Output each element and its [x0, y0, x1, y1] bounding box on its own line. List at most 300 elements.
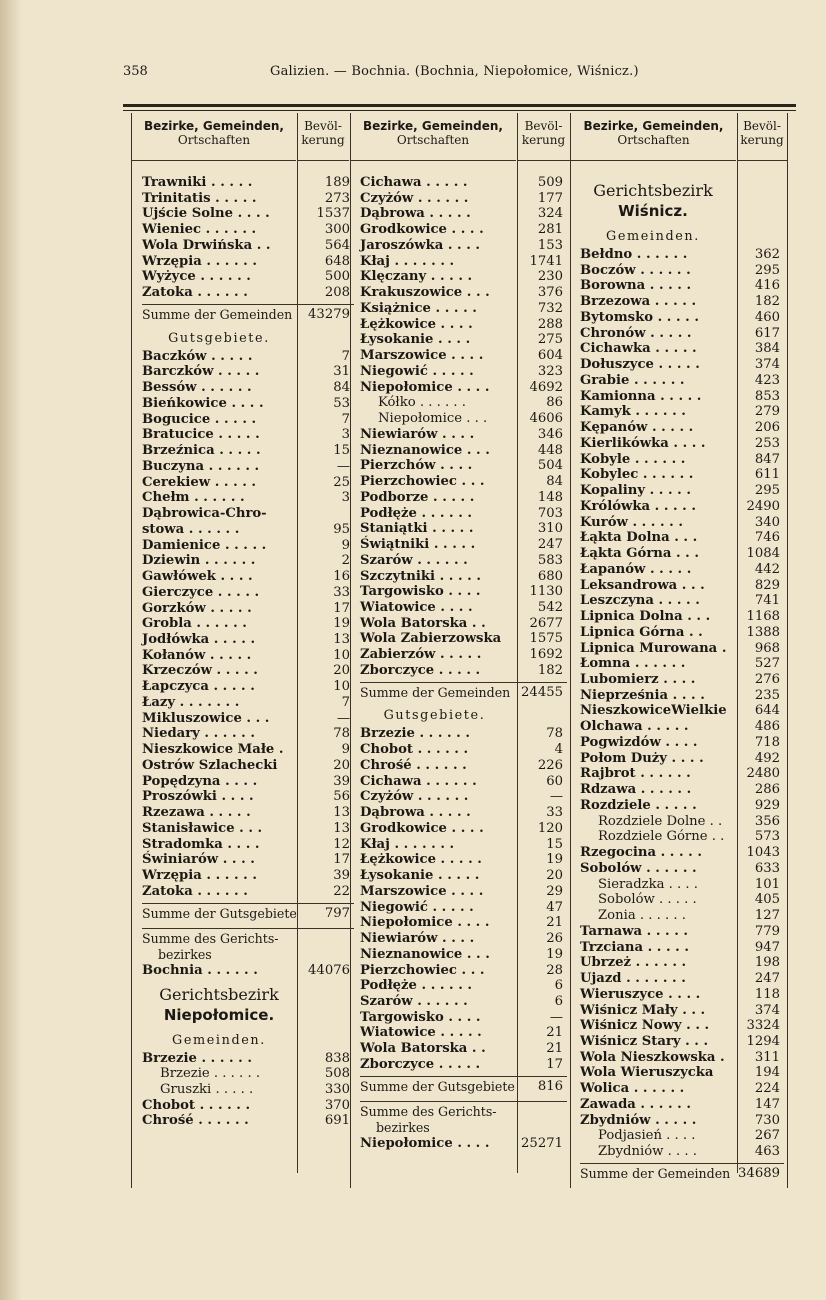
place-name: Kępanów . . . . . — [580, 420, 694, 436]
table-row — [360, 708, 567, 724]
table-row — [142, 443, 354, 459]
table-row — [142, 984, 354, 1004]
table-row — [580, 987, 784, 1003]
population-value: 617 — [754, 325, 780, 341]
place-name: Lipnica Dolna . . . — [580, 609, 711, 625]
population-value: 3324 — [746, 1018, 780, 1034]
table-row — [360, 1136, 567, 1152]
population-value: 346 — [537, 426, 563, 442]
population-value: 797 — [324, 905, 350, 921]
table-row — [580, 877, 784, 893]
population-value: 17 — [333, 852, 350, 868]
place-name: Podłęże . . . . . . — [360, 978, 473, 994]
table-row — [360, 206, 567, 222]
table-row — [360, 742, 567, 758]
population-value: 362 — [754, 247, 780, 262]
population-value: 120 — [537, 820, 563, 836]
table-row — [580, 798, 784, 814]
table-row — [580, 1065, 784, 1081]
table-row — [580, 766, 784, 782]
population-value: 182 — [754, 294, 780, 310]
population-value: 6 — [554, 978, 563, 994]
table-row — [360, 631, 567, 647]
population-value: 741 — [754, 593, 780, 609]
place-name: stowa . . . . . . — [142, 521, 240, 537]
table-row — [360, 254, 567, 270]
place-name: Rzezawa . . . . . — [142, 805, 251, 821]
table-row — [580, 562, 784, 578]
table-row — [360, 1079, 567, 1095]
population-value: 10 — [333, 679, 350, 695]
population-value: 101 — [754, 876, 780, 892]
table-row — [142, 648, 354, 664]
place-name: Tarnawa . . . . . — [580, 923, 688, 939]
population-value: 583 — [537, 552, 563, 568]
table-row — [580, 1003, 784, 1019]
population-value: 527 — [754, 656, 780, 672]
table-row — [580, 436, 784, 452]
population-value: 604 — [537, 348, 563, 364]
population-value: 118 — [754, 986, 780, 1002]
population-value: 633 — [754, 860, 780, 876]
population-value: 7 — [341, 694, 350, 710]
population-value: 182 — [537, 662, 563, 678]
place-name: Nieszkowice Małe . — [142, 742, 284, 758]
population-value: 448 — [537, 442, 563, 458]
table-row — [360, 443, 567, 459]
population-value: 253 — [754, 435, 780, 451]
table-row — [580, 229, 784, 245]
population-value: 3 — [341, 490, 350, 506]
population-value: 10 — [333, 647, 350, 663]
place-name: Wrzępia . . . . . . — [142, 868, 257, 884]
table-row — [580, 955, 784, 971]
table-row — [142, 307, 354, 323]
population-value: 508 — [324, 1066, 350, 1082]
place-name: Brzezowa . . . . . — [580, 294, 697, 310]
place-name: Niepołomice . . . . — [360, 915, 490, 931]
table-row — [142, 852, 354, 868]
place-name: bezirkes — [376, 1120, 430, 1136]
table-row — [360, 616, 567, 632]
place-name: Brzeźnica . . . . . — [142, 443, 261, 459]
place-name: Kobyle . . . . . . — [580, 451, 686, 467]
place-name: Czyżów . . . . . . — [360, 789, 469, 805]
table-row — [360, 317, 567, 333]
table-row — [360, 1057, 567, 1073]
place-name: Wieruszyce . . . . — [580, 986, 701, 1002]
table-row — [360, 978, 567, 994]
table-row — [580, 183, 784, 199]
population-value: 194 — [754, 1065, 780, 1081]
place-name: Łapczyca . . . . . — [142, 679, 255, 695]
place-name: Jodłówka . . . . . — [142, 631, 256, 647]
population-value: — — [549, 1009, 563, 1025]
place-name: Leszczyna . . . . . — [580, 593, 700, 609]
place-name: Łazy . . . . . . . — [142, 694, 240, 710]
population-value: 275 — [537, 332, 563, 348]
population-value: 2 — [341, 553, 350, 569]
population-value: 829 — [754, 577, 780, 593]
table-row — [142, 711, 354, 727]
place-name: Niegowić . . . . . — [360, 899, 474, 915]
population-value: 177 — [537, 190, 563, 206]
place-name: Niegowić . . . . . — [360, 363, 474, 379]
table-row — [142, 726, 354, 742]
table-row — [142, 906, 354, 922]
table-row — [142, 1066, 354, 1082]
table-row — [580, 782, 784, 798]
population-value: 13 — [333, 805, 350, 821]
table-row — [580, 1081, 784, 1097]
place-name: Targowisko . . . . — [360, 1009, 481, 1025]
population-value: 29 — [546, 883, 563, 899]
table-row — [580, 1034, 784, 1050]
table-row — [360, 685, 567, 701]
place-name: Gerichtsbezirk — [159, 984, 279, 1004]
population-value: 1294 — [746, 1034, 780, 1049]
place-name: Chobot . . . . . . — [142, 1097, 251, 1113]
population-value: 31 — [333, 364, 350, 380]
table-row — [580, 310, 784, 326]
population-value: 2480 — [746, 766, 780, 782]
population-value: 405 — [754, 892, 780, 908]
population-value: 276 — [754, 671, 780, 687]
place-name: Klęczany . . . . . — [360, 269, 473, 285]
population-value: 463 — [754, 1144, 780, 1160]
col-header-name-1-line1: Bezirke, Gemeinden, — [144, 119, 284, 133]
sum-rule — [142, 928, 354, 929]
place-name: Grodkowice . . . . — [360, 820, 484, 836]
place-name: Kierlikówka . . . . — [580, 435, 706, 451]
place-name: Cichawka . . . . . — [580, 341, 697, 357]
population-value: 286 — [754, 782, 780, 798]
table-row — [580, 1050, 784, 1066]
population-value: 17 — [333, 600, 350, 616]
place-name: Kopaliny . . . . . — [580, 483, 691, 499]
place-name: Bieńkowice . . . . — [142, 395, 264, 411]
place-name: Summe der Gemeinden — [580, 1165, 731, 1181]
table-row — [142, 380, 354, 396]
place-name: Krzeczów . . . . . — [142, 663, 258, 679]
table-row — [142, 1007, 354, 1023]
place-name: Targowisko . . . . — [360, 584, 481, 600]
table-row — [142, 663, 354, 679]
population-value: 84 — [333, 380, 350, 396]
place-name: Lipnica Górna . . — [580, 624, 703, 640]
population-value: 542 — [537, 599, 563, 615]
table-row — [580, 703, 784, 719]
col-header-pop-1-line1: Bevöl- — [304, 119, 342, 133]
place-name: Gutsgebiete. — [168, 330, 270, 346]
place-name: Wieniec . . . . . . — [142, 222, 257, 238]
place-name: Popędzyna . . . . — [142, 773, 258, 789]
place-name: Wola Zabierzowska — [360, 631, 502, 647]
table-row — [360, 1120, 567, 1136]
table-row — [360, 789, 567, 805]
place-name: Gierczyce . . . . . — [142, 584, 260, 600]
col-header-pop-3-line2: kerung — [740, 133, 784, 147]
table-row — [580, 1144, 784, 1160]
table-row — [360, 1104, 567, 1120]
population-value: 340 — [754, 514, 780, 530]
place-name: Nieprześnia . . . . — [580, 687, 705, 703]
page-title: Galizien. — Bochnia. (Bochnia, Niepołomice, Wiśnicz.) — [270, 64, 639, 79]
table-row — [360, 364, 567, 380]
table-row — [580, 656, 784, 672]
table-row — [360, 868, 567, 884]
place-name: Trawniki . . . . . — [142, 175, 253, 190]
place-name: Zabierzów . . . . . — [360, 647, 482, 663]
population-value: 267 — [754, 1128, 780, 1144]
population-value: 21 — [546, 1041, 563, 1057]
population-value: 564 — [324, 237, 350, 253]
table-row — [580, 341, 784, 357]
col-header-name-2 — [350, 113, 516, 161]
place-name: Podjasień . . . . — [598, 1128, 696, 1144]
table-row — [142, 238, 354, 254]
table-row — [142, 758, 354, 774]
place-name: Gemeinden. — [606, 229, 700, 244]
population-value: 12 — [333, 836, 350, 852]
population-value: 33 — [333, 584, 350, 600]
place-name: Wiatowice . . . . . — [360, 1025, 482, 1041]
table-row — [142, 884, 354, 900]
table-row — [142, 679, 354, 695]
place-name: Buczyna . . . . . . — [142, 458, 260, 474]
place-name: Kółko . . . . . . — [378, 395, 466, 411]
place-name: Pierzchów . . . . — [360, 458, 473, 474]
place-name: Królówka . . . . . — [580, 498, 696, 514]
col-header-name-1-line2: Ortschaften — [177, 133, 251, 147]
table-row — [580, 404, 784, 420]
population-value: 1741 — [529, 253, 563, 269]
place-name: Rdzawa . . . . . . — [580, 782, 692, 798]
population-value: 929 — [754, 797, 780, 813]
population-value: 147 — [754, 1096, 780, 1112]
population-value: 330 — [324, 1082, 350, 1097]
population-value: 56 — [333, 789, 350, 805]
population-value: 323 — [537, 363, 563, 379]
table-row — [360, 1025, 567, 1041]
table-row — [360, 900, 567, 916]
table-row — [142, 490, 354, 506]
table-row — [360, 395, 567, 411]
population-value: 680 — [537, 568, 563, 584]
table-row — [142, 1113, 354, 1129]
table-row — [580, 203, 784, 219]
place-name: Rozdziele Dolne . . — [598, 813, 723, 829]
population-value: 311 — [754, 1049, 780, 1065]
table-row — [142, 538, 354, 554]
population-value: 492 — [754, 750, 780, 766]
place-name: Stradomka . . . . — [142, 836, 260, 852]
population-value: 198 — [754, 955, 780, 971]
place-name: Chobot . . . . . . — [360, 742, 469, 758]
place-name: Niepołomice . . . . — [360, 1135, 490, 1151]
place-name: Sobolów . . . . . — [598, 892, 697, 908]
place-name: Wola Batorska . . — [360, 1041, 486, 1057]
running-head — [120, 62, 790, 84]
population-value: 25 — [333, 474, 350, 490]
place-name: Gruszki . . . . . — [160, 1082, 254, 1097]
place-name: Ujazd . . . . . . . — [580, 971, 686, 987]
table-row — [360, 380, 567, 396]
place-name: Wyżyce . . . . . . — [142, 269, 251, 285]
table-row — [580, 609, 784, 625]
place-name: Niewiarów . . . . — [360, 931, 475, 947]
place-name: Kłaj . . . . . . . — [360, 836, 455, 852]
population-value: 7 — [341, 411, 350, 427]
table-row — [580, 1018, 784, 1034]
place-name: Wola Drwińska . . — [142, 237, 271, 253]
table-row — [360, 600, 567, 616]
table-row — [580, 845, 784, 861]
table-row — [360, 1041, 567, 1057]
table-row — [142, 1098, 354, 1114]
col-header-pop-2 — [517, 113, 570, 161]
population-value: 816 — [537, 1078, 563, 1094]
population-value: 9 — [341, 742, 350, 758]
place-name: Summe der Gutsgebiete — [142, 905, 297, 921]
population-value: 847 — [754, 451, 780, 467]
place-name: Summe des Gerichts- — [142, 931, 279, 947]
col-header-name-2-line1: Bezirke, Gemeinden, — [363, 119, 503, 133]
population-value: 19 — [333, 616, 350, 632]
place-name: Boczów . . . . . . — [580, 262, 691, 278]
col-header-pop-3-line1: Bevöl- — [743, 119, 781, 133]
place-name: Summe der Gemeinden — [360, 684, 511, 700]
table-row — [580, 452, 784, 468]
population-value: 370 — [324, 1097, 350, 1113]
population-value: 376 — [537, 285, 563, 301]
place-name: Ujście Solne . . . . — [142, 206, 270, 222]
population-value: 746 — [754, 530, 780, 546]
place-name: Rajbrot . . . . . . — [580, 766, 691, 782]
table-row — [580, 326, 784, 342]
table-row — [580, 735, 784, 751]
population-value: 1130 — [529, 584, 563, 600]
table-row — [360, 285, 567, 301]
table-row — [360, 1010, 567, 1026]
place-name: Gerichtsbezirk — [593, 181, 713, 200]
table-row — [580, 751, 784, 767]
place-name: Zatoka . . . . . . — [142, 285, 248, 301]
table-row — [360, 474, 567, 490]
table-row — [580, 1097, 784, 1113]
population-value: 15 — [333, 443, 350, 459]
place-name: Ubrzeż . . . . . . — [580, 955, 687, 971]
col-header-pop-2-line2: kerung — [521, 133, 566, 147]
place-name: Chełm . . . . . . — [142, 490, 245, 506]
population-table — [131, 113, 788, 1188]
place-name: Chrośé . . . . . . — [142, 1113, 249, 1129]
place-name: Marszowice . . . . — [360, 883, 484, 899]
population-value: 295 — [754, 262, 780, 278]
population-value: 442 — [754, 561, 780, 577]
table-row — [142, 1082, 354, 1098]
table-row — [142, 821, 354, 837]
place-name: Pierzchowiec . . . — [360, 474, 485, 490]
population-value: 2490 — [746, 498, 780, 514]
place-name: Lipnica Murowana . — [580, 640, 727, 656]
place-name: Grodkowice . . . . — [360, 222, 484, 238]
population-value: 703 — [537, 505, 563, 521]
table-row — [142, 963, 354, 979]
population-value: 20 — [333, 757, 350, 773]
table-row — [142, 254, 354, 270]
place-name: Kołanów . . . . . — [142, 647, 252, 663]
place-name: Gutsgebiete. — [383, 708, 486, 724]
population-value: 9 — [341, 537, 350, 553]
place-name: Szarów . . . . . . — [360, 994, 468, 1009]
table-row — [580, 247, 784, 263]
population-value: 15 — [546, 836, 563, 852]
table-row — [360, 821, 567, 837]
table-row — [580, 719, 784, 735]
place-name: Cichawa . . . . . — [360, 175, 468, 190]
table-row — [580, 814, 784, 830]
population-value: 47 — [546, 899, 563, 915]
place-name: Brzezie . . . . . . — [360, 726, 470, 742]
table-row — [142, 1033, 354, 1049]
population-value: 22 — [333, 883, 350, 899]
table-row — [142, 349, 354, 365]
table-row — [360, 647, 567, 663]
population-value: 384 — [754, 341, 780, 357]
place-name: Bessów . . . . . . — [142, 380, 252, 396]
population-value: 153 — [537, 237, 563, 253]
header-rule-thin — [123, 110, 796, 111]
place-name: Zbydniów . . . . — [598, 1144, 697, 1160]
place-name: Cerekiew . . . . . — [142, 474, 257, 490]
table-row — [580, 688, 784, 704]
table-row — [580, 924, 784, 940]
table-row — [142, 632, 354, 648]
place-name: Olchawa . . . . . — [580, 719, 689, 735]
population-value: 1168 — [746, 609, 780, 625]
population-value: 226 — [537, 757, 563, 773]
place-name: Grabie . . . . . . — [580, 372, 685, 388]
place-name: Bogucice . . . . . — [142, 411, 257, 427]
population-value: 281 — [537, 222, 563, 238]
place-name: Bytomsko . . . . . — [580, 309, 699, 325]
col-header-name-1 — [132, 113, 296, 161]
place-name: Rzegocina . . . . . — [580, 845, 702, 861]
place-name: Łomna . . . . . . — [580, 656, 686, 672]
table-row — [580, 483, 784, 499]
place-name: Wrzępia . . . . . . — [142, 253, 257, 269]
place-name: Trinitatis . . . . . — [142, 190, 257, 206]
table-row — [580, 829, 784, 845]
table-row — [142, 774, 354, 790]
place-name: Wiśnicz Nowy . . . — [580, 1018, 710, 1034]
population-value: 20 — [333, 663, 350, 679]
table-row — [360, 427, 567, 443]
table-row — [580, 263, 784, 279]
population-value: 95 — [333, 521, 350, 537]
population-value: 24455 — [521, 684, 563, 700]
table-row — [142, 1051, 354, 1067]
place-name: Chrośé . . . . . . — [360, 757, 467, 773]
col-header-name-3 — [571, 113, 736, 161]
population-value: 84 — [546, 474, 563, 490]
place-name: Zonia . . . . . . — [598, 908, 686, 924]
table-row — [360, 175, 567, 191]
place-name: Niepołomice. — [163, 1005, 275, 1024]
place-name: Rozdziele . . . . . — [580, 797, 697, 813]
place-name: Summe der Gutsgebiete — [360, 1078, 515, 1094]
